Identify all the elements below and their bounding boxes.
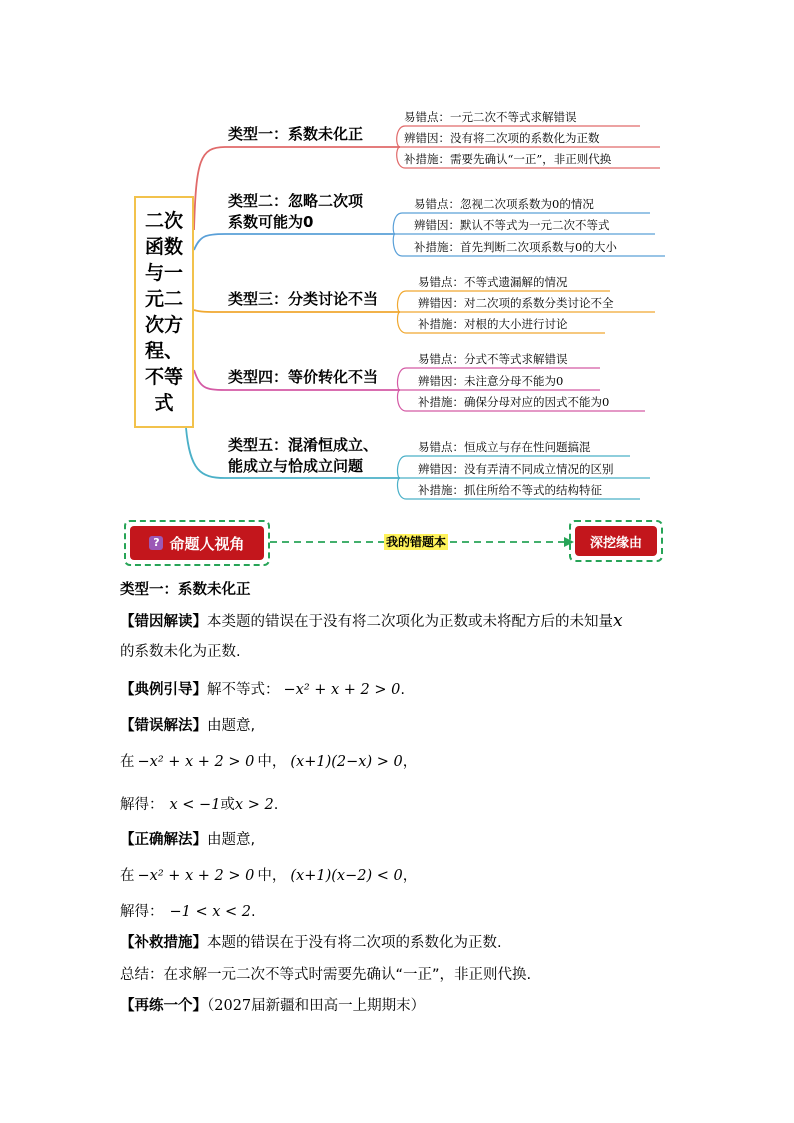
center-topic-text: 二次函数与一元二次方程、不等式	[144, 210, 183, 414]
wrong-result-end: .	[273, 797, 279, 813]
type-1-leaf-3: 补措施：需要先确认“一正”，非正则代换	[404, 152, 612, 166]
mindmap-connectors	[0, 0, 794, 520]
summary-line: 总结：在求解一元二次不等式时需要先确认“一正”，非正则代换.	[120, 967, 532, 983]
practice-tag: 【再练一个】	[120, 998, 207, 1014]
wrong-result-part2: x > 2	[234, 797, 274, 813]
type-3-leaf-1: 易错点：不等式遗漏解的情况	[418, 275, 568, 289]
example-period: .	[400, 682, 405, 698]
correct-solution-line	[120, 830, 255, 850]
wrong-step-mid: 中，	[257, 754, 287, 770]
wrong-step-line	[120, 752, 417, 772]
type-3-leaf-2: 辨错因：对二次项的系数分类讨论不全	[418, 296, 614, 310]
type-5-leaf-1: 易错点：恒成立与存在性问题搞混	[418, 440, 591, 454]
type-5-label-line2: 能成立与恰成立问题	[228, 457, 364, 475]
wrong-result-part1: x < −1	[169, 797, 221, 813]
wrong-solution-text: 由题意,	[207, 718, 256, 734]
type-2-leaf-2: 辨错因：默认不等式为一元二次不等式	[414, 218, 610, 232]
example-line	[120, 680, 405, 700]
perspective-label: 命题人视角	[169, 534, 245, 553]
correct-step-pre: 在	[120, 868, 135, 884]
correct-step-line	[120, 866, 417, 886]
type-5-leaf-3: 补措施：抓住所给不等式的结构特征	[418, 483, 602, 497]
example-inequality: −x² + x + 2 > 0	[283, 682, 401, 698]
error-reason-tag: 【错因解读】	[120, 614, 207, 630]
dig-reasons-inner	[575, 526, 657, 556]
type-5-leaf-2: 辨错因：没有弄清不同成立情况的区别	[418, 462, 614, 476]
correct-result-end: .	[251, 904, 256, 920]
type-4-leaf-2: 辨错因：未注意分母不能为0	[418, 374, 564, 388]
dig-reasons-badge	[569, 520, 663, 562]
correct-step-inequality: −x² + x + 2 > 0	[137, 868, 255, 884]
wrong-result-or: 或	[220, 797, 235, 813]
wrong-solution-tag: 【错误解法】	[120, 718, 207, 734]
example-text: 解不等式：	[207, 682, 280, 698]
type-3-label: 类型三：分类讨论不当	[228, 290, 379, 308]
wrong-solution-line	[120, 716, 255, 736]
mindmap-center-topic	[134, 196, 194, 428]
correct-result-pre: 解得：	[120, 904, 164, 920]
correct-step-end: ，	[402, 868, 418, 884]
remedy-tag: 【补救措施】	[120, 935, 207, 951]
type-2-label-line2: 系数可能为0	[228, 213, 314, 231]
correct-step-factored: (x+1)(x−2) < 0	[290, 868, 403, 884]
correct-solution-text: 由题意,	[207, 832, 256, 848]
wrong-step-factored: (x+1)(2−x) > 0	[290, 754, 403, 770]
remedy-text: 本题的错误在于没有将二次项的系数化为正数.	[207, 935, 502, 951]
type-4-leaf-1: 易错点：分式不等式求解错误	[418, 352, 568, 366]
type-5-label-line1: 类型五：混淆恒成立、	[228, 436, 379, 454]
variable-x: x	[613, 611, 623, 631]
type-3-leaf-3: 补措施：对根的大小进行讨论	[418, 317, 568, 331]
type-2-leaf-1: 易错点：忽视二次项系数为0的情况	[414, 197, 594, 211]
wrong-step-end: ，	[402, 754, 418, 770]
wrong-result-line	[120, 795, 278, 815]
section-heading: 类型一：系数未化正	[120, 582, 251, 598]
perspective-badge-inner	[130, 526, 264, 560]
question-icon: ?	[149, 536, 163, 550]
dig-reasons-label: 深挖缘由	[589, 535, 642, 551]
type-4-leaf-3: 补措施：确保分母对应的因式不能为0	[418, 395, 610, 409]
type-2-leaf-3: 补措施：首先判断二次项系数与0的大小	[414, 240, 617, 254]
error-reason-line-2: 的系数未化为正数.	[120, 644, 241, 660]
type-4-label: 类型四：等价转化不当	[228, 368, 379, 386]
perspective-badge	[124, 520, 270, 566]
practice-line	[120, 996, 425, 1016]
correct-result-line	[120, 902, 256, 922]
type-2-label-line1: 类型二：忽略二次项	[228, 192, 364, 210]
type-1-label: 类型一：系数未化正	[228, 125, 364, 143]
correct-result-inequality: −1 < x < 2	[169, 904, 252, 920]
error-reason-line	[120, 611, 623, 632]
practice-source: （2027届新疆和田高一上期期末）	[207, 998, 426, 1014]
wrong-step-pre: 在	[120, 754, 135, 770]
wrong-step-inequality: −x² + x + 2 > 0	[137, 754, 255, 770]
example-tag: 【典例引导】	[120, 682, 207, 698]
type-1-leaf-1: 易错点：一元二次不等式求解错误	[404, 110, 577, 124]
remedy-line	[120, 933, 502, 953]
error-reason-text: 本类题的错误在于没有将二次项化为正数或未将配方后的未知量	[207, 614, 613, 630]
correct-step-mid: 中，	[257, 868, 287, 884]
mistake-book-label: 我的错题本	[386, 535, 447, 549]
correct-solution-tag: 【正确解法】	[120, 832, 207, 848]
wrong-result-pre: 解得：	[120, 797, 164, 813]
type-1-leaf-2: 辨错因：没有将二次项的系数化为正数	[404, 131, 600, 145]
